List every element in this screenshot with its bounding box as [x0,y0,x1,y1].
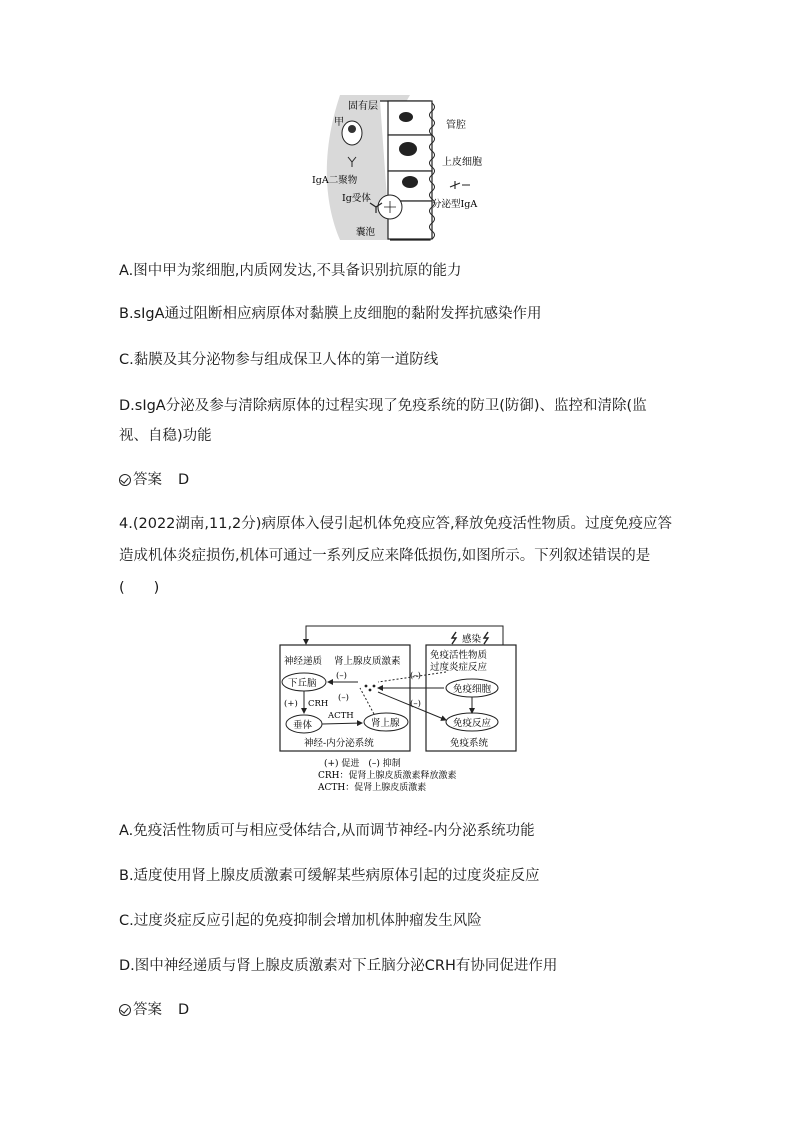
label-vesicle: 囊泡 [356,227,376,238]
label-pituitary: 垂体 [293,720,313,731]
label-epithelial: 上皮细胞 [442,157,482,168]
figure-iga-secretion [300,95,500,245]
check-circle-icon [119,1004,131,1016]
q3-option-c: C.黏膜及其分泌物参与组成保卫人体的第一道防线 [119,352,439,368]
label-minus-2: (–) [338,693,349,703]
legend-promote: (+) 促进 (–) 抑制 [324,759,401,769]
label-plus: (+) [284,699,298,709]
q3-option-d-line1: D.sIgA分泌及参与清除病原体的过程实现了免疫系统的防卫(防御)、监控和清除(监 [119,398,647,414]
answer-value: D [178,472,190,488]
label-hypothalamus: 下丘脑 [288,678,317,689]
q4-option-a: A.免疫活性物质可与相应受体结合,从而调节神经-内分泌系统功能 [119,823,535,839]
lightning-icon [484,632,488,644]
q4-option-c: C.过度炎症反应引起的免疫抑制会增加机体肿瘤发生风险 [119,913,482,929]
label-minus-3: (–) [410,671,421,681]
q4-option-b: B.适度使用肾上腺皮质激素可缓解某些病原体引起的过度炎症反应 [119,868,540,884]
label-minus-1: (–) [336,671,347,681]
label-immune-cell: 免疫细胞 [453,684,492,695]
q4-answer [119,1000,189,1020]
q4-stem: 4.(2022湖南,11,2分)病原体入侵引起机体免疫应答,释放免疫活性物质。过度免疫应答造成机体炎症损伤,机体可通过一系列反应来降低损伤,如图所示。下列叙述错误的是( ) [119,516,673,596]
label-infection: 感染 [462,634,482,645]
q3-answer [119,470,189,490]
q3-option-b: B.sIgA通过阻断相应病原体对黏膜上皮细胞的黏附发挥抗感染作用 [119,306,542,322]
q4-option-d: D.图中神经递质与肾上腺皮质激素对下丘脑分泌CRH有协同促进作用 [119,958,558,974]
label-immune-system: 免疫系统 [450,738,489,749]
label-secreted: 分泌型IgA [432,199,478,210]
legend-acth: ACTH：促肾上腺皮质激素 [318,783,427,793]
label-neurotransmitter: 神经递质 [284,656,323,667]
label-adrenal: 肾上腺 [371,718,400,729]
answer-label: 答案 [133,472,162,488]
q3-option-d-line2: 视、自稳)功能 [119,428,212,444]
q3-option-a: A.图中甲为浆细胞,内质网发达,不具备识别抗原的能力 [119,263,462,279]
label-receptor: Ig受体 [342,193,371,204]
check-circle-icon [119,474,131,486]
label-minus-4: (–) [410,699,421,709]
label-immune-response: 免疫反应 [453,718,492,729]
label-cortical-hormone: 肾上腺皮质激素 [334,656,401,667]
label-immune-active: 免疫活性物质 [430,650,488,661]
label-jia: 甲 [334,117,344,128]
label-lumen: 管腔 [446,120,466,131]
label-neuro-endocrine: 神经-内分泌系统 [304,738,374,749]
lightning-icon [452,632,456,644]
label-crh: CRH [308,699,329,709]
label-dimer: IgA二聚物 [312,175,358,186]
label-lamina: 固有层 [348,101,378,112]
answer-value: D [178,1002,190,1018]
figure-neuro-immune [278,620,518,800]
label-excess-inflam: 过度炎症反应 [430,662,488,673]
label-acth: ACTH [328,711,354,721]
legend-crh: CRH：促肾上腺皮质激素释放激素 [318,771,457,781]
answer-label: 答案 [133,1002,162,1018]
